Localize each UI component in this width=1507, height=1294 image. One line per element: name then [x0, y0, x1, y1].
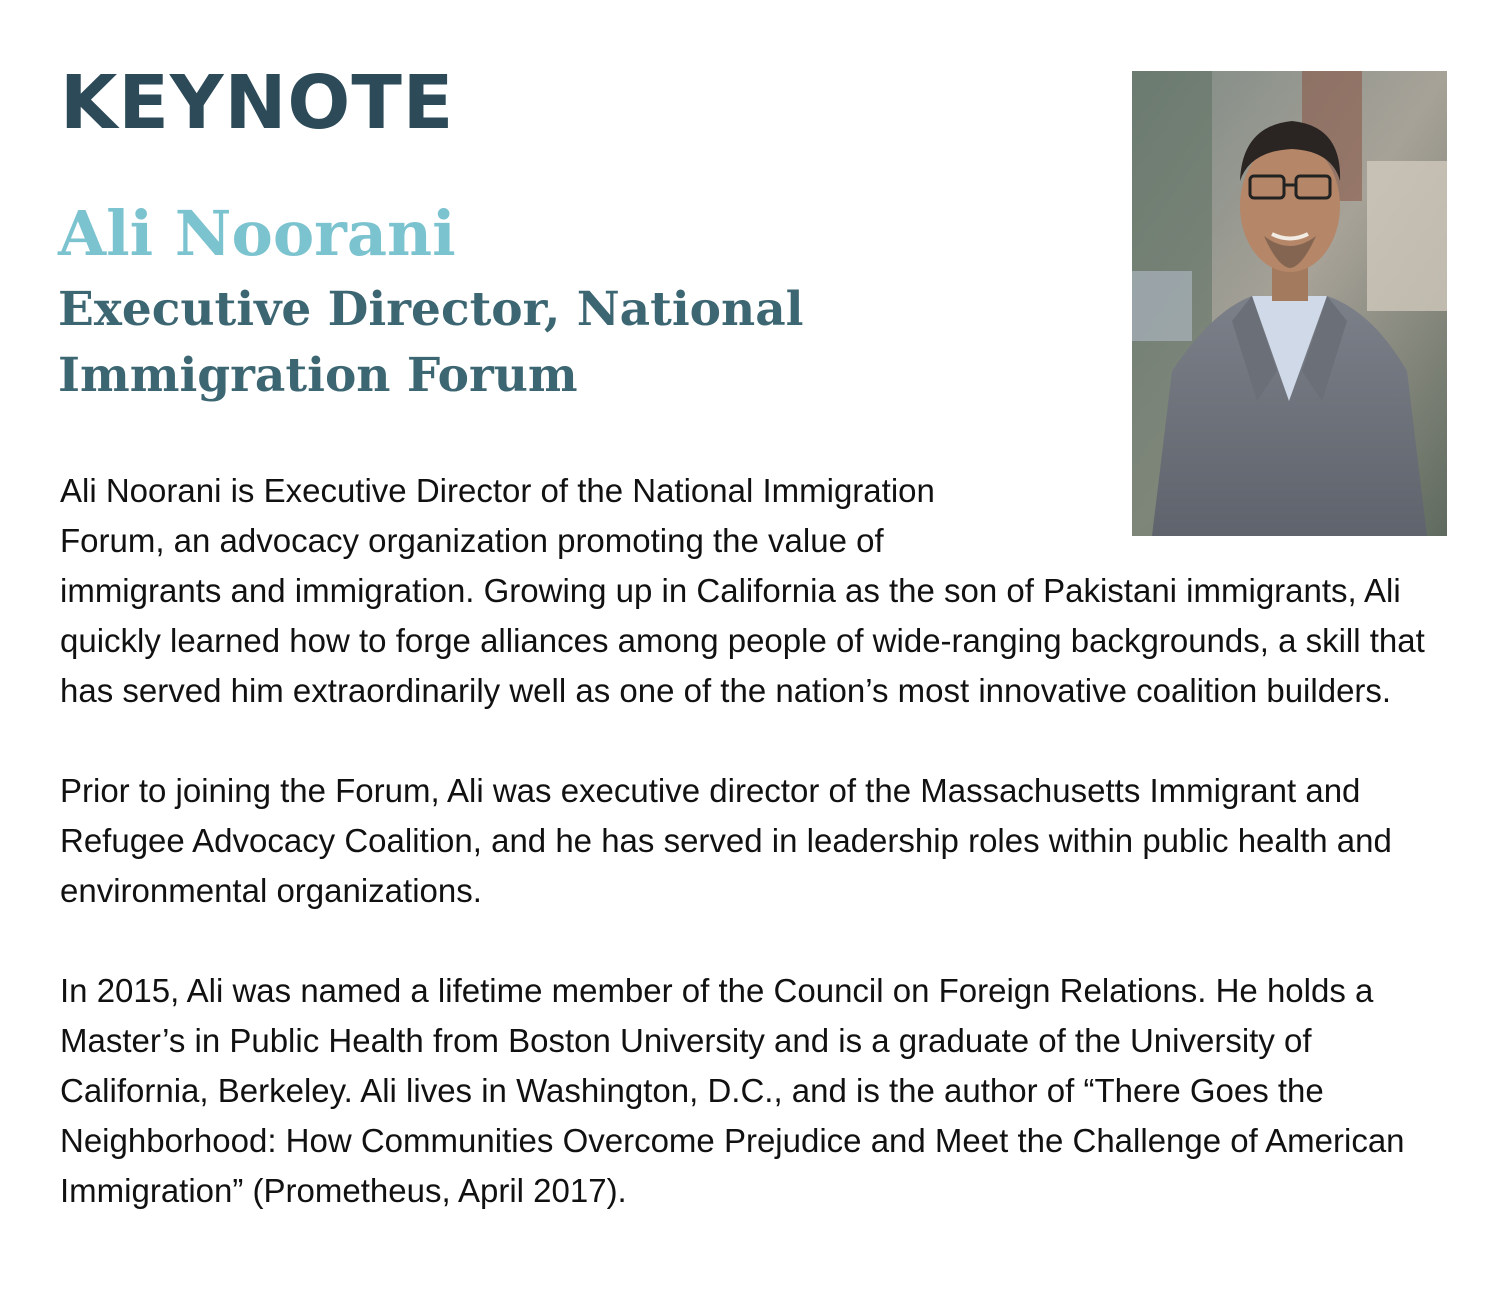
speaker-name: Ali Noorani [58, 197, 456, 270]
bio-paragraph: In 2015, Ali was named a lifetime member of the Council on Foreign Relations. He holds a Master’s in Public Health from Boston University and is a graduate of the University of California, Berkeley. Ali lives in Washington, D.C., and is the author of “There Goes the Neighborhood: How Communities Overcome Prejudice and Meet the Challenge of American Immigration” (Prometheus, April 2017). [60, 972, 1405, 1209]
section-label: KEYNOTE [60, 60, 455, 146]
bio-paragraph: Prior to joining the Forum, Ali was executive director of the Massachusetts Immigrant and Refugee Advocacy Coalition, and he has served in leadership roles within public health and environmental organizations. [60, 772, 1392, 909]
speaker-bio [60, 466, 1460, 1216]
speaker-role: Executive Director, National Immigration Forum [58, 282, 804, 403]
bio-paragraph: Ali Noorani is Executive Director of the National Immigration Forum, an advocacy organization promoting the value of immigrants and immigration. Growing up in California as the son of Pakistani immigrants, Ali quickly learned how to forge alliances among people of wide-ranging backgrounds, a skill that has served him extraordinarily well as one of the nation’s most innovative coalition builders. [60, 472, 1425, 709]
photo-wrap-spacer [1040, 466, 1460, 536]
